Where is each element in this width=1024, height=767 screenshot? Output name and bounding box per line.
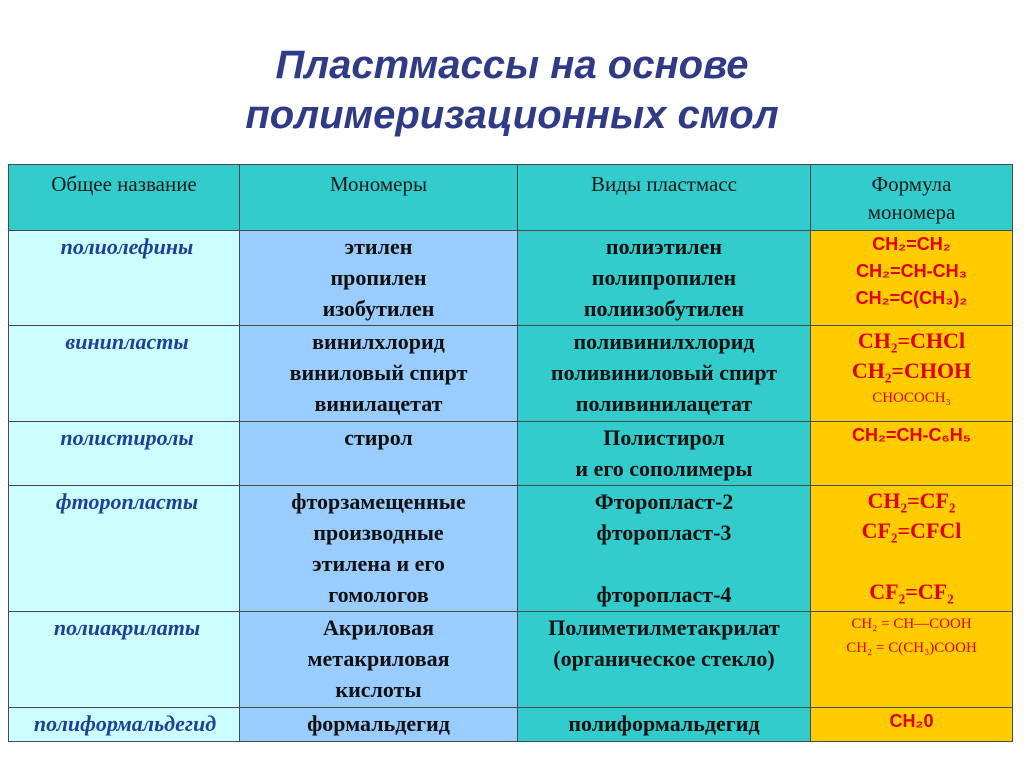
title-line-1: Пластмассы на основе xyxy=(275,43,749,87)
row-formulas: CH₂=CHCl CH₂=CHOH CHOCOCH₃ xyxy=(811,326,1013,422)
row-formulas: CH₂=CH₂ CH₂=CH-CH₃ CH₂=C(CH₃)₂ xyxy=(811,231,1013,326)
row-formulas: CH₂0 xyxy=(811,708,1013,742)
table-row xyxy=(9,486,1013,612)
plastics-table xyxy=(8,164,1013,742)
table-row xyxy=(9,231,1013,326)
row-name: полистиролы xyxy=(9,422,240,486)
page-title xyxy=(0,40,1024,140)
table-row xyxy=(9,422,1013,486)
row-monomers: Акриловая метакриловая кислоты xyxy=(240,612,518,708)
table-row xyxy=(9,612,1013,708)
row-plastics: Фторопласт-2 фторопласт-3 фторопласт-4 xyxy=(518,486,811,612)
row-monomers: этилен пропилен изобутилен xyxy=(240,231,518,326)
row-plastics: полиэтилен полипропилен полиизобутилен xyxy=(518,231,811,326)
row-formulas: CH₂=CF₂ CF₂=CFCl CF₂=CF₂ xyxy=(811,486,1013,612)
row-name: винипласты xyxy=(9,326,240,422)
row-monomers: винилхлорид виниловый спирт винилацетат xyxy=(240,326,518,422)
row-plastics: полиформальдегид xyxy=(518,708,811,742)
row-formulas: CH₂=CH-C₆H₅ xyxy=(811,422,1013,486)
table-header-row xyxy=(9,165,1013,231)
header-monomer-formula: Формула мономера xyxy=(811,165,1013,231)
row-name: полиакрилаты xyxy=(9,612,240,708)
row-monomers: стирол xyxy=(240,422,518,486)
row-plastics: поливинилхлорид поливиниловый спирт поливинилацетат xyxy=(518,326,811,422)
header-plastic-types: Виды пластмасс xyxy=(518,165,811,231)
row-name: фторопласты xyxy=(9,486,240,612)
header-monomers: Мономеры xyxy=(240,165,518,231)
table-row xyxy=(9,326,1013,422)
table-row xyxy=(9,708,1013,742)
row-plastics: Полиметилметакрилат (органическое стекло) xyxy=(518,612,811,708)
row-monomers: формальдегид xyxy=(240,708,518,742)
title-line-2: полимеризационных смол xyxy=(245,93,779,137)
header-general-name: Общее название xyxy=(9,165,240,231)
row-plastics: Полистирол и его сополимеры xyxy=(518,422,811,486)
row-name: полиолефины xyxy=(9,231,240,326)
row-name: полиформальдегид xyxy=(9,708,240,742)
row-monomers: фторзамещенные производные этилена и его гомологов xyxy=(240,486,518,612)
row-formulas: CH₂ = CH—COOH CH₂ = C(CH₃)COOH xyxy=(811,612,1013,708)
